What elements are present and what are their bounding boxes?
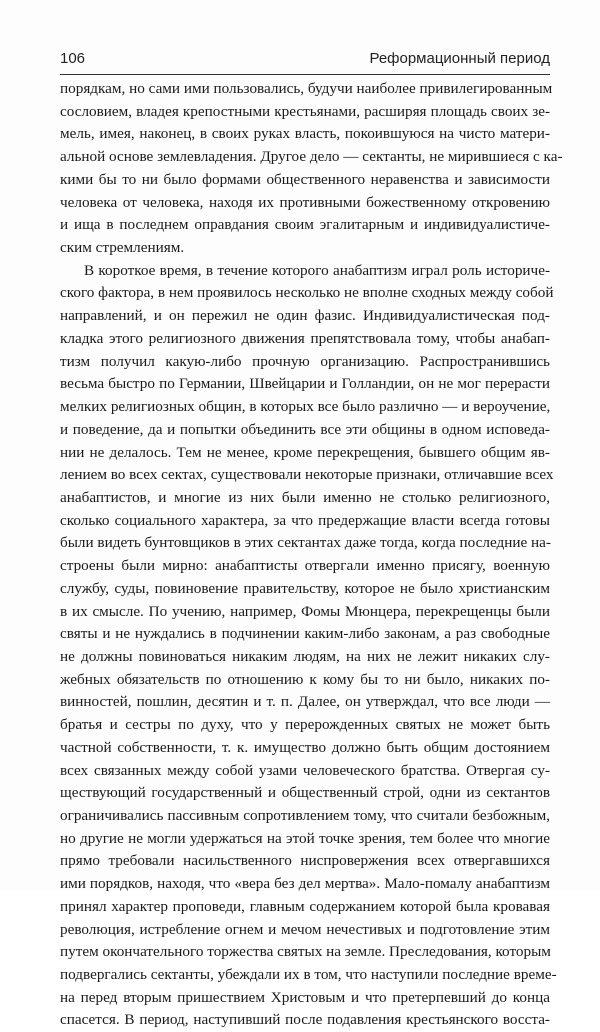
text-line: частной собственности, т. к. имущество должно быть общим достоянием [60, 738, 550, 756]
text-line: сословием, владея крепостными крестьянами, расширяя площадь своих зе- [60, 102, 550, 120]
text-line: всех связанных между собой узами человеческого братства. Отвергая су- [60, 761, 550, 779]
text-line: жебных обязательств по отношению к кому бы то ни было, никаких по- [60, 670, 550, 688]
page-header [60, 50, 550, 72]
text-line: порядкам, но сами ими пользовались, будучи наиболее привилегированным [60, 80, 553, 97]
text-line: ского фактора, в нем проявилось несколько не вполне сходных между собой [60, 284, 554, 302]
text-line: сколько социального характера, за что предержащие власти всегда готовы [60, 511, 550, 529]
text-line: человека от человека, находя их противными божественному откровению [60, 193, 550, 211]
text-line: весьма быстро по Германии, Швейцарии и Голландии, он не мог перерасти [60, 375, 550, 393]
text-line: ским стремлениям. [60, 239, 185, 257]
text-line: были видеть бунтовщиков в этих сектантах даже тогда, когда последние на- [60, 534, 551, 552]
text-line: братья и сестры по духу, что у перерожденных святых не может быть [60, 716, 550, 734]
running-title: Реформационный период [369, 50, 550, 67]
text-line: винностей, пошлин, десятин и т. п. Далее, он утверждал, что все люди — [60, 693, 550, 711]
text-line: ими порядков, находя, что «вера без дел мертва». Мало-помалу анабаптизм [60, 875, 550, 893]
body-text [60, 78, 563, 1032]
text-line: кладка этого религиозного движения препятствовала тому, чтобы анабап- [60, 329, 550, 347]
text-line: святы и не нуждались в подчинении каким-либо законам, а раз свободные [60, 625, 550, 643]
text-line: альной основе землевладения. Другое дело — сектанты, не мирившиеся с ка- [60, 148, 563, 166]
text-line: анабаптистов, и многие из них были именно не столько религиозного, [60, 488, 550, 506]
text-line: путем окончательного торжества святых на земле. Преследования, которым [60, 943, 551, 961]
text-line: подвергались сектанты, убеждали их в том, что наступили последние време- [60, 966, 557, 984]
text-line: мель, имея, наконец, в своих руках власть, покоившуюся на чисто матери- [60, 125, 550, 143]
text-line: не должны повиноваться никаким людям, на них не лежит никаких слу- [60, 647, 550, 665]
text-line: ограничивались пассивным сопротивлением тому, что считали безбожным, [60, 807, 550, 824]
text-line: тизм получил какую-либо прочную организацию. Распространившись [60, 352, 550, 370]
paragraph [60, 78, 563, 260]
text-line: революция, истребление огнем и мечом нечестивых и подготовление этим [60, 920, 550, 938]
text-line: прямо требовали насильственного ниспровержения всех отвергавшихся [60, 852, 550, 870]
paragraph [60, 260, 557, 1032]
text-line: и ища в последнем оправдания своим эгалитарным и индивидуалистиче- [60, 216, 550, 234]
text-line: в их смысле. По учению, например, Фомы Мюнцера, перекрещенцы были [60, 602, 550, 620]
text-line: но другие не могли удержаться на этой точке зрения, тем более что многие [60, 829, 550, 847]
text-line: ществующий государственный и общественный строй, одни из сектантов [60, 784, 550, 802]
text-line: мелких религиозных общин, в которых все было различно — и вероучение, [60, 398, 551, 416]
text-line: кими бы то ни было формами общественного неравенства и зависимости [60, 170, 550, 188]
text-line: на перед вторым пришествием Христовым и что претерпевший до конца [60, 988, 550, 1006]
text-line: лением во всех сектах, существовали некоторые признаки, отличавшие всех [60, 466, 554, 484]
text-line: строены были мирно: анабаптисты отвергали именно присягу, военную [60, 557, 550, 575]
text-line: спасется. В период, наступивший после подавления крестьянского восста- [60, 1011, 550, 1029]
text-line: и поведение, да и попытки объединить все эти общины в одном исповеда- [60, 420, 550, 438]
text-line: нии не делалось. Тем не менее, кроме перекрещения, бывшего общим яв- [60, 443, 550, 461]
text-line: направлений, и он пережил не один фазис. Индивидуалистическая под- [60, 307, 550, 325]
text-line: В короткое время, в течение которого анабаптизм играл роль историче- [84, 261, 550, 279]
text-line: принял характер проповеди, главным содержанием которой была кровавая [60, 897, 550, 915]
text-line: службу, суды, повиновение правительству, которое не было христианским [60, 579, 550, 597]
page-number: 106 [60, 50, 86, 67]
header-rule [60, 74, 550, 75]
